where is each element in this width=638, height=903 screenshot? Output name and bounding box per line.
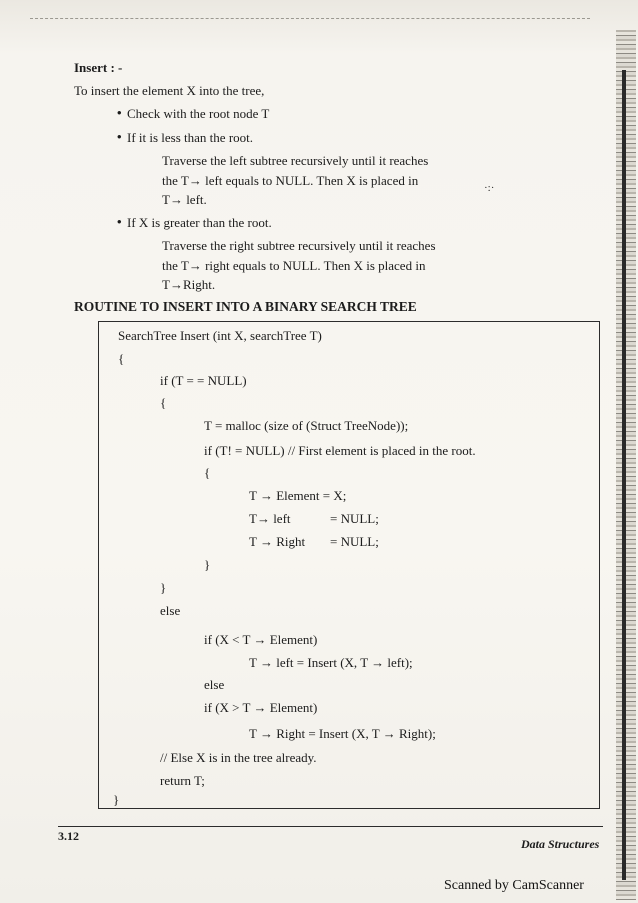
code-line-3: if (T = = NULL) (160, 373, 247, 388)
top-rule (30, 18, 590, 19)
code-line-11: } (204, 557, 211, 572)
code-line-4: { (160, 395, 167, 410)
page-edge-binding (616, 30, 636, 900)
code-line-5: T = malloc (size of (Struct TreeNode)); (204, 418, 409, 433)
right-para-line-3: T→Right. (162, 277, 216, 292)
code-line-14: if (X < T → Element) (204, 632, 318, 647)
code-line-13: else (160, 603, 181, 618)
left-para-line-1: Traverse the left subtree recursively until it reaches (162, 153, 429, 168)
code-line-16: else (204, 677, 225, 692)
code-line-20: return T; (160, 773, 205, 788)
code-line-17: if (X > T → Element) (204, 700, 318, 715)
code-line-6: if (T! = NULL) // First element is placed in the root. (204, 443, 476, 458)
bullet-3-text: If X is greater than the root. (127, 215, 272, 230)
code-line-2: { (118, 351, 125, 366)
code-line-21: } (113, 792, 120, 807)
bullet-2-glyph: • (117, 129, 122, 144)
footer-rule (58, 826, 603, 827)
code-line-9-left: T→ left (249, 511, 291, 526)
left-para-line-2: the T→ left equals to NULL. Then X is placed in (162, 173, 419, 188)
right-para-line-2: the T→ right equals to NULL. Then X is placed in (162, 258, 426, 273)
code-line-18: T → Right = Insert (X, T → Right); (249, 726, 436, 741)
insert-heading: Insert : - (74, 60, 123, 75)
bullet-2-text: If it is less than the root. (127, 130, 254, 145)
page-number: 3.12 (58, 829, 79, 843)
intro-text: To insert the element X into the tree, (74, 83, 265, 98)
code-line-10-left: T → Right (249, 534, 306, 549)
right-para-line-1: Traverse the right subtree recursively until it reaches (162, 238, 436, 253)
scan-speck: ·:· (484, 182, 495, 194)
bullet-1-glyph: • (117, 105, 122, 120)
camscanner-watermark: Scanned by CamScanner (444, 878, 584, 893)
code-line-19: // Else X is in the tree already. (160, 750, 317, 765)
code-line-9-right: = NULL; (330, 511, 379, 526)
bullet-1-text: Check with the root node T (127, 106, 270, 121)
routine-heading: ROUTINE TO INSERT INTO A BINARY SEARCH TREE (74, 299, 417, 314)
footer-title: Data Structures (521, 837, 600, 851)
code-line-15: T → left = Insert (X, T → left); (249, 655, 413, 670)
code-line-10-right: = NULL; (330, 534, 379, 549)
code-line-7: { (204, 465, 211, 480)
code-line-8: T → Element = X; (249, 488, 347, 503)
code-line-12: } (160, 580, 167, 595)
left-para-line-3: T→ left. (162, 192, 207, 207)
code-line-1: SearchTree Insert (int X, searchTree T) (118, 328, 322, 343)
bullet-3-glyph: • (117, 214, 122, 229)
page-edge-shadow (622, 70, 626, 880)
